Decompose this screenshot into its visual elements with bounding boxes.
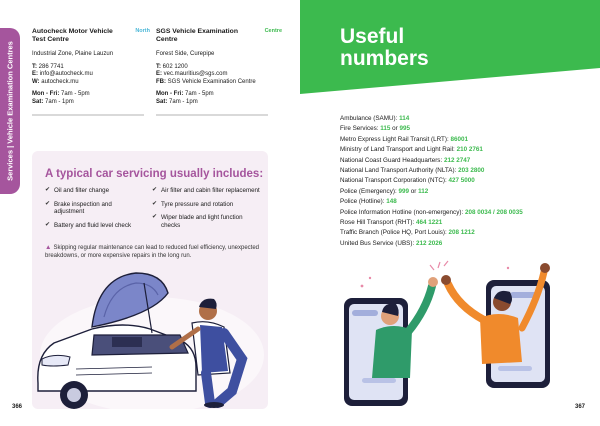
page-title: Useful numbers <box>340 25 429 70</box>
list-item: Rose Hill Transport (RHT): 464 1221 <box>340 219 443 227</box>
phones-high-five-illustration <box>338 258 556 408</box>
centre-name: Autocheck Motor Vehicle Test Centre <box>32 28 113 44</box>
centre-weekday-hours: Mon - Fri: 7am - 5pm <box>32 91 90 98</box>
maintenance-warning: ▲ Skipping regular maintenance can lead to reduced fuel efficiency, unexpected breakdowns, or more expensive repairs in the long run. <box>45 244 260 259</box>
list-item: Police Information Hotline (non-emergency): 208 0034 / 208 0035 <box>340 208 523 216</box>
centre-phone: T: 286 7741 <box>32 63 64 70</box>
servicing-box <box>32 151 268 409</box>
centre-region: Centre <box>264 28 282 34</box>
list-item: ✔ Wiper blade and light function checks <box>152 214 243 229</box>
centre-sgs <box>156 28 282 107</box>
centre-weekday-hours: Mon - Fri: 7am - 5pm <box>156 91 214 98</box>
list-item: ✔ Tyre pressure and rotation <box>152 200 234 208</box>
check-icon: ✔ <box>45 187 51 193</box>
centre-website[interactable]: W: autocheck.mu <box>32 78 79 85</box>
list-item: Police (Hotline): 148 <box>340 198 397 206</box>
car-mechanic-illustration <box>32 263 268 409</box>
useful-numbers-list <box>340 114 523 249</box>
centre-address: Forest Side, Curepipe <box>156 51 215 57</box>
centre-facebook[interactable]: FB: SGS Vehicle Examination Centre <box>156 78 256 85</box>
centre-region: North <box>135 28 150 34</box>
check-icon: ✔ <box>45 200 51 207</box>
servicing-list-left <box>45 187 140 235</box>
list-item: United Bus Service (UBS): 212 2026 <box>340 239 443 247</box>
centre-saturday-hours: Sat: 7am - 1pm <box>32 98 74 105</box>
centre-address: Industrial Zone, Plaine Lauzun <box>32 51 114 57</box>
centre-saturday-hours: Sat: 7am - 1pm <box>156 98 198 105</box>
list-item: Fire Services: 115 or 995 <box>340 125 411 133</box>
check-icon: ✔ <box>152 187 158 193</box>
divider <box>32 114 144 116</box>
list-item: Traffic Branch (Police HQ, Port Louis): 208 1212 <box>340 229 475 237</box>
list-item: ✔ Brake inspection and adjustment <box>45 200 112 216</box>
list-item: National Coast Guard Headquarters: 212 2747 <box>340 156 471 164</box>
centre-email[interactable]: E: info@autocheck.mu <box>32 71 93 78</box>
list-item: Metro Express Light Rail Transit (LRT): 86001 <box>340 135 468 143</box>
side-tab-label: Services | Vehicle Examination Centres <box>5 41 15 181</box>
list-item: National Transport Corporation (NTC): 427 5000 <box>340 177 475 185</box>
list-item: Police (Emergency): 999 or 112 <box>340 187 429 195</box>
page-number: 366 <box>12 404 23 410</box>
centre-email[interactable]: E: vec.mauritius@sgs.com <box>156 71 228 78</box>
divider <box>156 114 268 116</box>
warning-icon: ▲ <box>45 244 52 251</box>
check-icon: ✔ <box>152 200 158 207</box>
page-number: 367 <box>575 404 586 410</box>
list-item: ✔ Oil and filter change <box>45 187 110 194</box>
section-side-tab[interactable] <box>0 28 20 194</box>
servicing-title: A typical car servicing usually includes: <box>45 168 264 180</box>
list-item: Ministry of Land Transport and Light Rail: 210 2761 <box>340 146 483 154</box>
right-page <box>300 0 600 426</box>
list-item: Ambulance (SAMU): 114 <box>340 115 410 122</box>
centre-name: SGS Vehicle Examination Centre <box>156 28 238 44</box>
check-icon: ✔ <box>152 214 158 221</box>
centre-autocheck <box>32 28 150 107</box>
list-item: ✔ Battery and fluid level check <box>45 221 132 229</box>
centre-phone: T: 602 1200 <box>156 63 188 70</box>
check-icon: ✔ <box>45 221 51 228</box>
list-item: National Land Transport Authority (NLTA): 203 2800 <box>340 167 485 175</box>
servicing-list-right <box>152 187 262 235</box>
list-item: ✔ Air filter and cabin filter replacement <box>152 187 260 194</box>
